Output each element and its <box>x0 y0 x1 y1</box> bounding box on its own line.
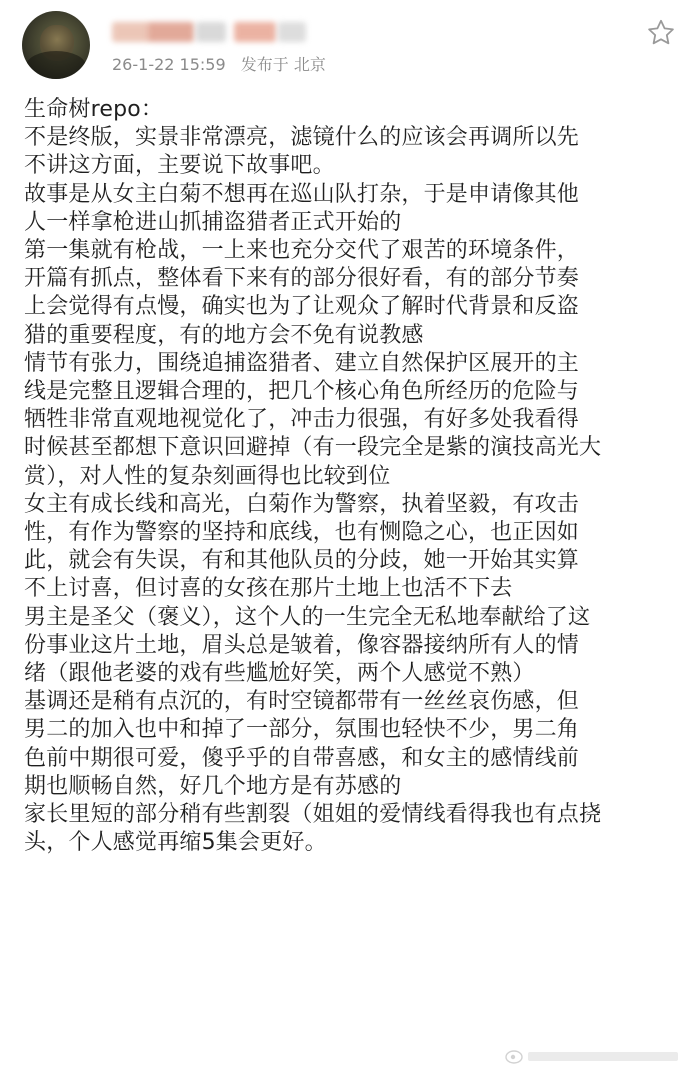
post-location: 发布于 北京 <box>240 55 326 74</box>
avatar-shadow <box>26 51 86 79</box>
post-paragraph: 基调还是稍有点沉的，有时空镜都带有一丝丝哀伤感，但 男二的加入也中和掉了一部分，氛围也轻快不少，男二角 色前中期很可爱，傻乎乎的自带喜感，和女主的感情线前 期也顺畅自然，好几个地方是有苏感的 <box>24 689 580 799</box>
post-paragraph: 情节有张力，围绕追捕盗猎者、建立自然保护区展开的主 线是完整且逻辑合理的，把几个核心角色所经历的危险与 牺牲非常直观地视觉化了，冲击力很强，有好多处我看得 时候甚至都想下意识回避掉（有一段完全是紫的演技高光大 赏），对人性的复杂刻画得也比较到位 <box>24 350 602 489</box>
post-paragraph: 不是终版，实景非常漂亮，滤镜什么的应该会再调所以先 不讲这方面，主要说下故事吧。 <box>24 125 580 179</box>
star-outline-icon[interactable] <box>646 18 676 48</box>
username-blur-segment <box>278 22 306 42</box>
post-body <box>24 96 674 857</box>
avatar[interactable] <box>22 11 90 79</box>
post-header <box>0 0 690 92</box>
username-blur-segment <box>196 22 226 42</box>
post-paragraph: 故事是从女主白菊不想再在巡山队打杂，于是申请像其他 人一样拿枪进山抓捕盗猎者正式开始的 <box>24 181 580 235</box>
post-meta <box>112 52 326 75</box>
post-paragraph: 家长里短的部分稍有些割裂（姐姐的爱情线看得我也有点挠 头，个人感觉再缩5集会更好。 <box>24 802 602 856</box>
username-blur-segment <box>234 22 276 42</box>
post-paragraph: 第一集就有枪战，一上来也充分交代了艰苦的环境条件， 开篇有抓点，整体看下来有的部分很好看，有的部分节奏 上会觉得有点慢，确实也为了让观众了解时代背景和反盗 猎的重要程度，有的地方会不免有说教感 <box>24 238 580 348</box>
username-blur-segment <box>112 22 150 42</box>
username-blurred[interactable] <box>112 20 332 44</box>
username-blur-segment <box>148 22 194 42</box>
watermark-icon <box>504 1046 684 1066</box>
post-paragraph: 生命树repo： <box>24 97 164 122</box>
post-time: 26-1-22 15:59 <box>112 55 226 74</box>
post-paragraph: 男主是圣父（褒义），这个人的一生完全无私地奉献给了这 份事业这片土地，眉头总是皱着，像容器接纳所有人的情 绪（跟他老婆的戏有些尴尬好笑，两个人感觉不熟） <box>24 604 591 687</box>
post-paragraph: 女主有成长线和高光，白菊作为警察，执着坚毅，有攻击 性，有作为警察的坚持和底线，也有恻隐之心，也正因如 此，就会有失误，有和其他队员的分歧，她一开始其实算 不上讨喜，但讨喜的女孩在那片土地上也活不下去 <box>24 491 580 602</box>
